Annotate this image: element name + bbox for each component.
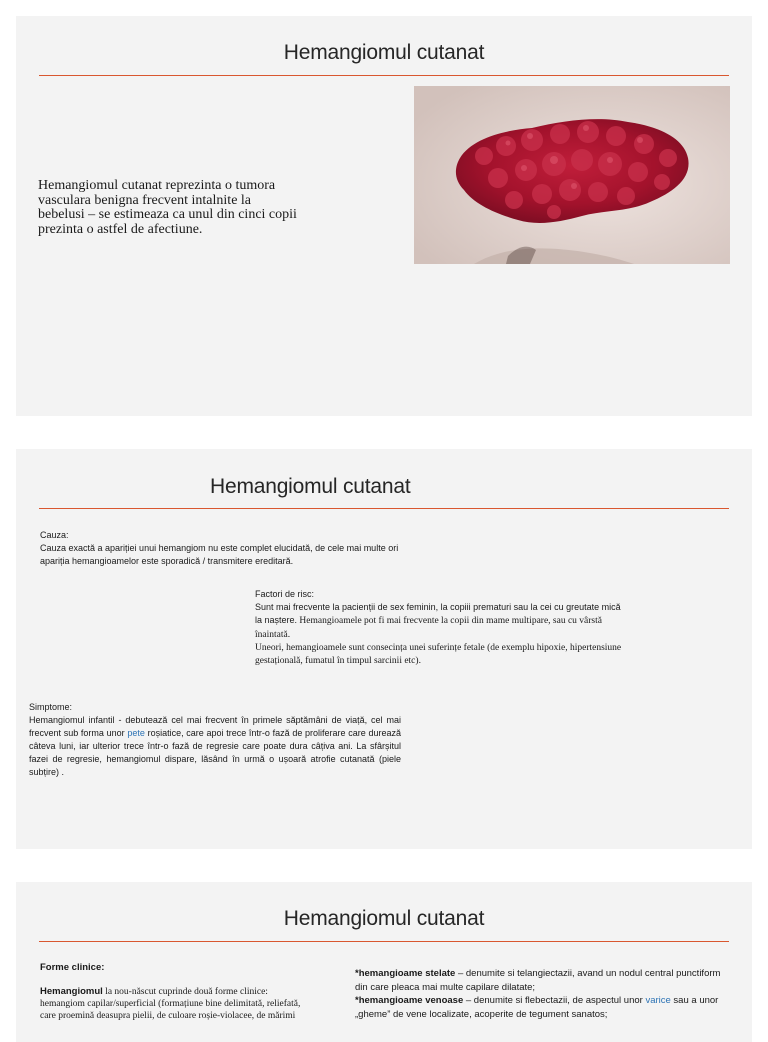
venoase-text-pre: – denumite si flebectazii, de aspectul unor: [463, 995, 646, 1006]
slide-2: [16, 449, 752, 849]
simptome-text-post: roșiatice, care apoi trece într-o fază de proliferare care durează câteva luni, iar ulterior trece într-o fază de regresie care poate dura câțiva ani. La sfârșitul fazei de regresie, hemangiomul dispare, lăsând în urmă o ușoară atrofie cutanată (piele subțire) .: [29, 728, 401, 777]
slide-1-title: Hemangiomul cutanat: [283, 41, 485, 64]
pete-link[interactable]: pete: [127, 728, 145, 738]
factori-text-2: Hemangioamele pot fi mai frecvente la copii din mame multipare, sau cu vârstă înaintată.: [255, 616, 602, 640]
venoase-text-post: sau a unor „gheme” de vene localizate, acoperite de tegument sanatos;: [355, 995, 719, 1020]
slide-3-title: Hemangiomul cutanat: [283, 907, 485, 930]
forme-clinice-section: [40, 962, 310, 1022]
hemangioma-photo-illustration: [414, 86, 730, 264]
hemangiomul-text: [40, 986, 310, 1022]
slide-1: [16, 16, 752, 416]
slide-2-title: Hemangiomul cutanat: [210, 475, 411, 498]
hemangioame-types-section: [355, 967, 731, 1021]
simptome-text: [29, 714, 401, 779]
cauza-section: [40, 529, 412, 568]
simptome-text-pre: Hemangiomul infantil - debutează cel mai frecvent în primele săptămâni de viață, cel mai frecvent sub forma unor: [29, 715, 401, 738]
slide-3-title-rule: [39, 941, 729, 942]
stelate-text: – denumite si telangiectazii, avand un nodul central punctiform din care pleaca mai multe capilare dilatate;: [355, 968, 721, 993]
stelate-item: [355, 967, 731, 994]
varice-link[interactable]: varice: [645, 995, 671, 1006]
hemangiomul-description: la nou-născut cuprinde două forme clinice: hemangiom capilar/superficial (formațiune bine delimitată, reliefată, care proemină deasupra pielii, de culoare roșie-violacee, de mărimi: [40, 987, 301, 1021]
slide-2-title-rule: [39, 508, 729, 509]
factori-text: [255, 601, 627, 642]
venoase-bold: *hemangioame venoase: [355, 995, 464, 1006]
slide-3: [16, 882, 752, 1042]
slide-1-title-rule: [39, 75, 729, 76]
hemangioma-photo: [414, 86, 730, 264]
simptome-label: Simptome:: [29, 702, 73, 712]
cauza-text: Cauza exactă a apariției unui hemangiom nu este complet elucidată, de cele mai multe ori apariția hemangioamelor este sporadică / transmitere ereditară.: [40, 543, 399, 566]
cauza-label: Cauza:: [40, 530, 69, 540]
factori-text-3: Uneori, hemangioamele sunt consecința unei suferințe fetale (de exemplu hipoxie, hipertensiune gestațională, fumatul în timpul sarcinii etc).: [255, 643, 622, 666]
factori-text-1: Sunt mai frecvente la pacienții de sex feminin, la copiii prematuri sau la cei cu greutate mică la naștere.: [255, 602, 621, 625]
factori-label: Factori de risc:: [255, 589, 315, 599]
simptome-section: [29, 701, 401, 779]
venoase-item: [355, 994, 731, 1021]
slide-1-intro-text: Hemangiomul cutanat reprezinta o tumora vasculara benigna frecvent intalnite la bebelusi – se estimeaza ca unul din cinci copii prezinta o astfel de afectiune.: [38, 178, 297, 237]
stelate-bold: *hemangioame stelate: [355, 968, 456, 979]
factori-section: [255, 588, 627, 668]
forme-clinice-label: Forme clinice:: [40, 962, 105, 973]
hemangiomul-bold: Hemangiomul: [40, 986, 103, 997]
